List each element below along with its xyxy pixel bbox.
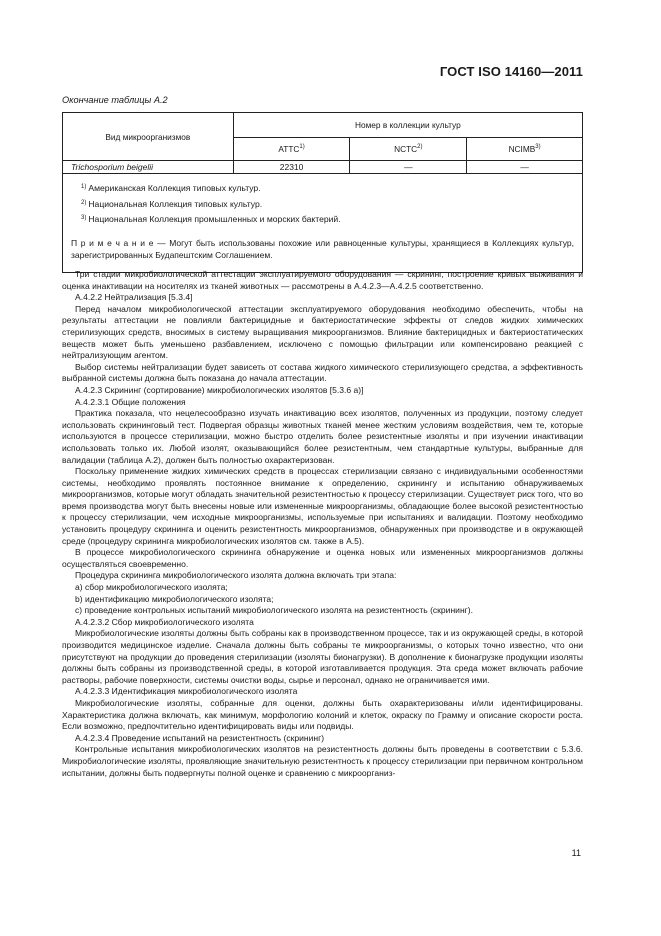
paragraph: Практика показала, что нецелесообразно изучать инактивацию всех изолятов, полученных из продукции, поэтому следует использовать скрининговый тест. Подвергая образцы животных тканей менее жестким условиям воздействия, чем те, которые используются в процессе стерилизации, можно быстро отделить более резистентные изоляты и при изучении инактивации использовать только их. Любой изолят, оказывающийся более резистентным, чем стандартные культуры, выбранные для валидации (таблица А.2), должен быть полностью охарактеризован.: [62, 408, 583, 465]
table-row: [63, 161, 583, 174]
col-header-attc: ATTC$^{1)}$: [233, 138, 350, 161]
paragraph: Выбор системы нейтрализации будет зависеть от состава жидкого химического стерилизующего средства, а эффективность выбранной системы должна быть показана до начала аттестации.: [62, 361, 583, 384]
page-number: 11: [571, 848, 581, 858]
section-heading: А.4.2.3.3 Идентификация микробиологического изолята: [75, 686, 298, 697]
table-footnotes: [63, 174, 583, 273]
section-heading: А.4.2.3.4 Проведение испытаний на резистентность (скрининг): [75, 732, 325, 743]
col-header-nctc: NCTC$^{2)}$: [350, 138, 467, 161]
organism-cell: Trichosporium beigelii: [63, 161, 234, 174]
document-header: ГОСТ ISO 14160—2011: [439, 64, 583, 79]
table-caption: Окончание таблицы А.2: [62, 95, 168, 105]
list-item: а) сбор микробиологического изолята;: [75, 582, 228, 593]
paragraph: Контрольные испытания микробиологических изолятов на резистентность должны быть проведены в соответствии с 5.3.6. Микробиологические изоляты, проявляющие значительную резистентность к процессу стерилизации при первичном контрольном испытании, должны быть подвергнуты полной оценке и сравнению с микроорганиз-: [62, 744, 583, 778]
footnote: $^{1)}$ Американская Коллекция типовых культур.: [81, 183, 261, 193]
microorganism-table: [62, 112, 583, 273]
section-heading: А.4.2.3.2 Сбор микробиологического изолята: [75, 616, 254, 627]
footnote: $^{3)}$ Национальная Коллекция промышленных и морских бактерий.: [81, 214, 341, 224]
col-header-ncimb: NCIMB$^{3)}$: [467, 138, 583, 161]
table-note: П р и м е ч а н и е — Могут быть использованы похожие или равноценные культуры, хранящиеся в Коллекциях культур, зарегистрированных Будапештским Соглашением.: [71, 237, 574, 260]
footnote: $^{2)}$ Национальная Коллекция типовых культур.: [81, 198, 263, 209]
paragraph: Поскольку применение жидких химических средств в процессах стерилизации связано с индивидуальными особенностями системы, необходимо проявлять постоянное внимание к определению, скринингу и испытанию обнаруживаемых микроорганизмов, которые могут обладать значительной резистентностью к процессу стерилизации. Существует риск того, что во время производства могут быть внесены новые или измененные микроорганизмы, обладающие более высокой резистентностью к процессу стерилизации, чем исходные микроорганизмы, используемые при испытаниях и валидации. Поэтому необходимо установить процедуру скрининга и оценить резистентность микроорганизмов, обнаруженных при производстве и в окружающей среде (процедуру скрининга микробиологических изолятов см. также в А.5).: [62, 466, 583, 546]
paragraph: Микробиологические изоляты должны быть собраны как в производственном процессе, так и из окружающей среды, в которой производится медицинское изделие. Сначала должны быть собраны те микроорганизмы, о которых точно известно, что они присутствуют на продукции до проведения стерилизации (изоляты бионагрузки). В дополнение к бионагрузке продукции изоляты должны быть собраны из производственной среды, в которой изготавливается продукция. Эта среда может включать рабочие растворы, рабочие поверхности, системы очистки воды, сырье и персонал, однако не ограничивается ими.: [62, 628, 583, 685]
section-heading: А.4.2.3 Скрининг (сортирование) микробиологических изолятов [5.3.6 а)]: [75, 384, 364, 395]
section-heading: А.4.2.3.1 Общие положения: [75, 396, 186, 407]
paragraph: Процедура скрининга микробиологического изолята должна включать три этапа:: [75, 570, 397, 581]
list-item: с) проведение контрольных испытаний микробиологического изолята на резистентность (скрининг).: [75, 605, 474, 616]
body-text: [62, 269, 583, 779]
list-item: b) идентификацию микробиологического изолята;: [75, 593, 274, 604]
ncimb-cell: —: [467, 161, 583, 174]
paragraph: Перед началом микробиологической аттестации эксплуатируемого оборудования необходимо обеспечить, чтобы на результаты аттестации не повлияли бактерицидные и бактериостатические эффекты от следов жидких химических стерилизующих средств, вносимых в систему выращивания микроорганизмов. Влияние бактерицидных и бактериостатических веществ может быть уменьшено разбавлением, исключено с помощью фильтрации или компенсировано реакцией с нейтрализующим агентом.: [62, 303, 583, 361]
paragraph: Микробиологические изоляты, собранные для оценки, должны быть охарактеризованы и/или идентифицированы. Характеристика должна включать, как минимум, морфологию колоний и клеток, окраску по Грамму и описание скорости роста. Если возможно, предпочтительно идентифицировать виды или подвиды.: [62, 697, 583, 732]
attc-cell: 22310: [233, 161, 350, 174]
col-header-type: Вид микроорганизмов: [63, 113, 234, 161]
paragraph: В процессе микробиологического скрининга обнаружение и оценка новых или измененных микроорганизмов должны осуществляться своевременно.: [62, 547, 583, 569]
nctc-cell: —: [350, 161, 467, 174]
col-header-collection: Номер в коллекции культур: [233, 113, 582, 138]
section-heading: А.4.2.2 Нейтрализация [5.3.4]: [75, 292, 193, 303]
paragraph: Три стадии микробиологической аттестации эксплуатируемого оборудования — скрининг, построение кривых выживания и оценка инактивации на носителях из тканей животных — рассмотрены в А.4.2.3—А.4.2.5 соответственно.: [62, 269, 583, 291]
